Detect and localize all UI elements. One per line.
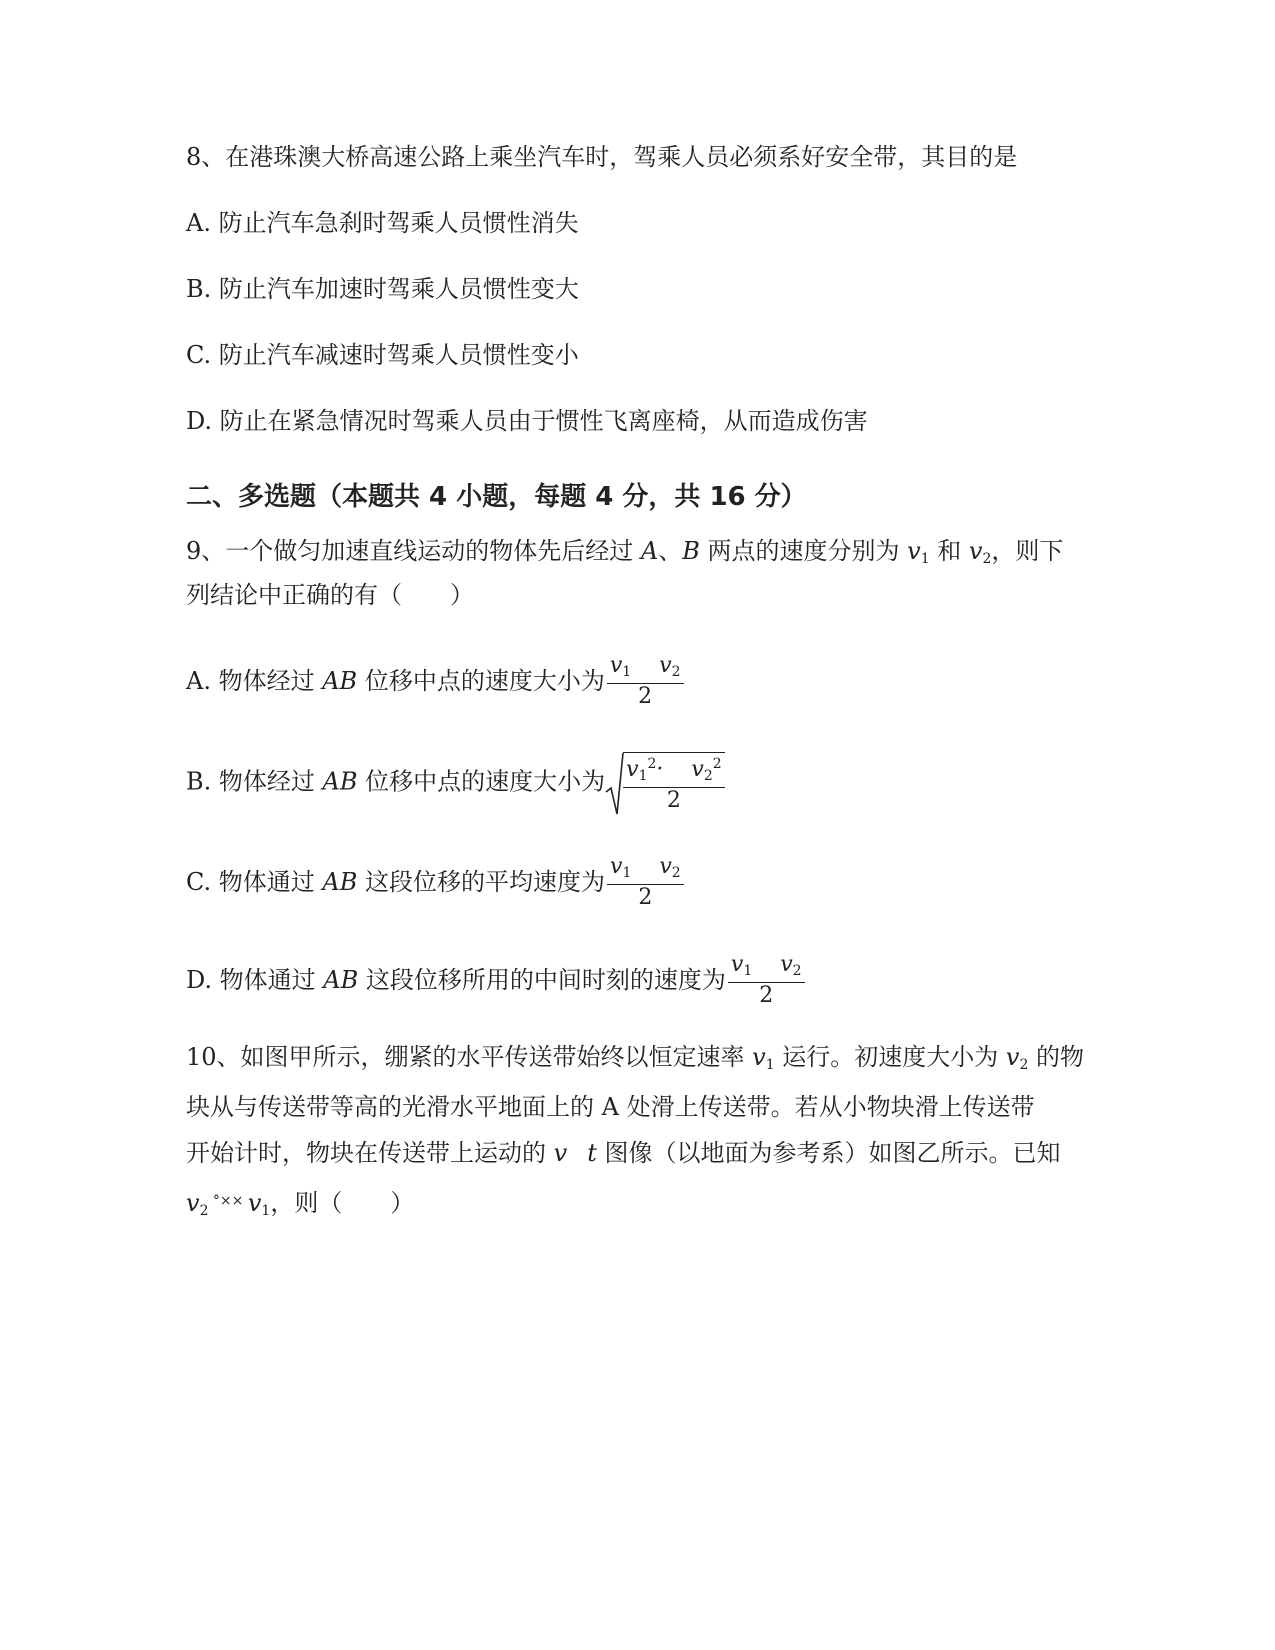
section-heading: 二、多选题（本题共 4 小题，每题 4 分，共 16 分） xyxy=(186,482,807,512)
q10-line1 xyxy=(186,1042,1084,1080)
q9-option-a-post: 位移中点的速度大小为 xyxy=(357,667,605,695)
q9-option-c-post: 这段位移的平均速度为 xyxy=(357,868,606,896)
point-a: A xyxy=(640,537,659,565)
q9-option-b-post: 位移中点的速度大小为 xyxy=(357,767,606,796)
q10-line1-c: 的物 xyxy=(1028,1043,1085,1071)
v2-subscript: 2 xyxy=(1019,1057,1029,1073)
v1-subscript: 1 xyxy=(765,1057,775,1073)
q9-option-b-pre: B. 物体经过 xyxy=(186,767,323,796)
radical-sign xyxy=(605,752,625,816)
q9-option-d-post: 这段位移所用的中间时刻的速度为 xyxy=(358,966,726,994)
q9-option-c-pre: C. 物体通过 xyxy=(186,868,323,896)
q8-option-a: A. 防止汽车急刹时驾乘人员惯性消失 xyxy=(186,209,579,237)
v1-symbol: v xyxy=(907,537,921,565)
fraction-c: $\frac{v_1 v_2}{2}$ xyxy=(607,856,684,911)
v1-symbol: v xyxy=(752,1043,766,1071)
and-word: 和 xyxy=(929,537,969,565)
q10-line1-a: 10、如图甲所示，绷紧的水平传送带始终以恒定速率 xyxy=(186,1043,753,1071)
t-symbol: t xyxy=(587,1139,597,1167)
v2-symbol: v xyxy=(1005,1043,1020,1071)
q9-stem-a: 9、一个做匀加速直线运动的物体先后经过 xyxy=(186,537,641,565)
q10-line3-a: 开始计时，物块在传送带上运动的 xyxy=(186,1139,554,1167)
v1-subscript: 1 xyxy=(261,1203,271,1219)
q9-option-d-pre: D. 物体通过 xyxy=(186,966,324,994)
sqrt-expression: $\frac{v_1^2\cdot v_2^2}{2}$ xyxy=(605,752,725,814)
ab-label: AB xyxy=(322,767,358,796)
q9-option-c xyxy=(186,856,684,911)
q8-option-b: B. 防止汽车加速时驾乘人员惯性变大 xyxy=(186,275,579,303)
fraction-d: $\frac{v_1 v_2}{2}$ xyxy=(728,954,805,1009)
garbled-symbol: °×× xyxy=(208,1193,248,1209)
q10-line4-end: ，则（ ） xyxy=(270,1189,415,1217)
q10-line1-b: 运行。初速度大小为 xyxy=(774,1043,1006,1071)
point-b: B xyxy=(682,537,700,565)
q10-line3-b: 图像（以地面为参考系）如图乙所示。已知 xyxy=(596,1139,1061,1167)
ab-label: AB xyxy=(322,868,358,896)
q9-option-a xyxy=(186,655,684,710)
q10-line4 xyxy=(186,1186,414,1226)
v1-symbol: v xyxy=(247,1189,262,1217)
separator: 、 xyxy=(658,537,683,565)
v2-symbol: v xyxy=(186,1189,200,1217)
v-symbol: v xyxy=(553,1139,568,1167)
q8-option-d: D. 防止在紧急情况时驾乘人员由于惯性飞离座椅，从而造成伤害 xyxy=(186,407,868,435)
q9-option-a-pre: A. 物体经过 xyxy=(186,667,323,695)
v2-subscript: 2 xyxy=(199,1203,209,1219)
q8-stem: 8、在港珠澳大桥高速公路上乘坐汽车时，驾乘人员必须系好安全带，其目的是 xyxy=(186,143,1018,171)
q9-option-d xyxy=(186,954,805,1009)
v2-subscript: 2 xyxy=(982,551,992,567)
q10-line3 xyxy=(186,1138,1061,1168)
q9-stem-line2: 列结论中正确的有（ ） xyxy=(186,581,474,609)
q9-option-b xyxy=(186,752,725,814)
fraction-a: $\frac{v_1 v_2}{2}$ xyxy=(607,655,684,710)
q9-stem-c: ，则下 xyxy=(991,537,1064,565)
ab-label: AB xyxy=(322,667,358,695)
q9-stem-b: 两点的速度分别为 xyxy=(699,537,908,565)
v2-symbol: v xyxy=(968,537,983,565)
q8-option-c: C. 防止汽车减速时驾乘人员惯性变小 xyxy=(186,341,579,369)
v1-subscript: 1 xyxy=(920,551,930,567)
ab-label: AB xyxy=(323,966,359,994)
q9-stem-line1 xyxy=(186,536,1063,574)
q10-line2: 块从与传送带等高的光滑水平地面上的 A 处滑上传送带。若从小物块滑上传送带 xyxy=(186,1093,1035,1121)
